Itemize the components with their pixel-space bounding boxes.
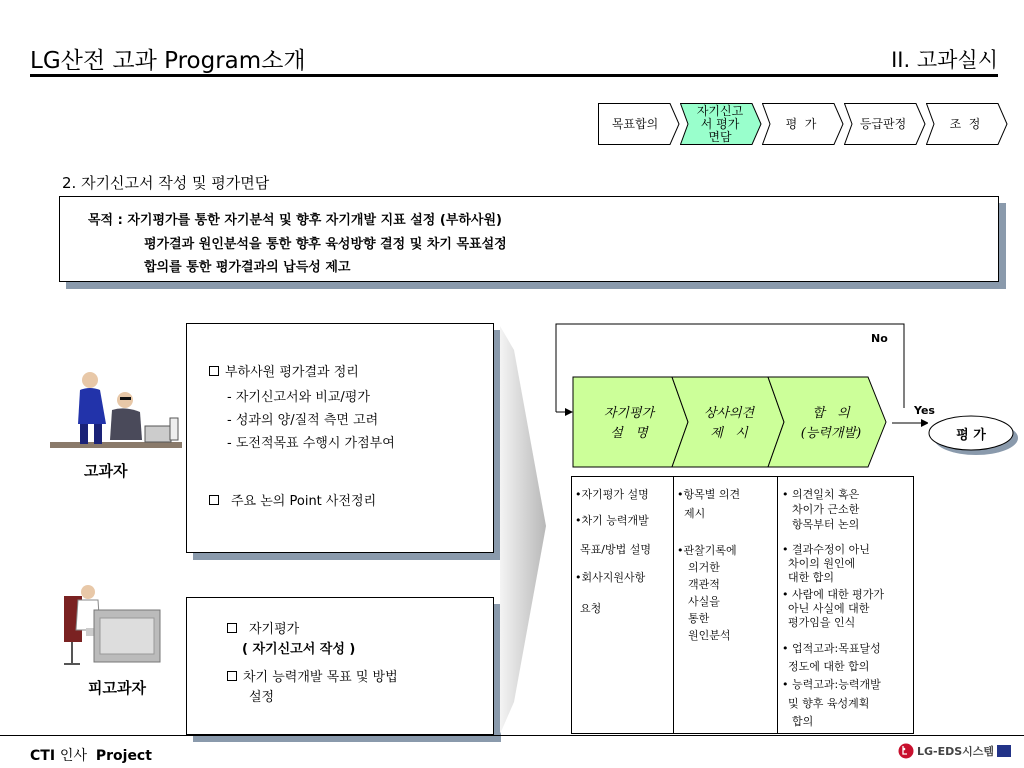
evaluator-sub-1: - 자기신고서와 비교/평가 — [227, 390, 370, 405]
company-logo: LG-EDS시스템 — [898, 743, 1011, 759]
page-title: LG산전 고과 Program소개 — [30, 48, 306, 74]
checkbox-icon — [227, 671, 237, 681]
table-cell: 정도에 대한 합의 — [788, 660, 870, 673]
evaluator-sub-2: - 성과의 양/질적 측면 고려 — [227, 413, 379, 428]
section-title: II. 고과실시 — [891, 48, 998, 72]
detail-table — [571, 476, 914, 734]
table-cell: 대한 합의 — [788, 571, 835, 584]
step-evaluation[interactable] — [762, 103, 844, 145]
step-adjustment[interactable] — [926, 103, 1008, 145]
table-cell: 평가임을 인식 — [788, 616, 856, 629]
step-label: 평 가 — [785, 116, 817, 131]
step-label: 등급판정 — [859, 116, 907, 131]
table-cell: •차기 능력개발 — [575, 514, 649, 527]
checkbox-icon — [209, 366, 219, 376]
table-cell: 목표/방법 설명 — [580, 543, 651, 556]
evaluatee-item-2: 차기 능력개발 목표 및 방법 — [227, 666, 398, 685]
no-label: No — [871, 332, 888, 345]
step-label: 조 정 — [949, 116, 981, 131]
eds-logo-icon — [997, 745, 1011, 757]
table-cell: • 능력고과:능력개발 — [782, 678, 881, 691]
step-goal-agreement[interactable] — [598, 103, 680, 145]
purpose-line-2: 평가결과 원인분석을 통한 향후 육성방향 결정 및 차기 목표설정 — [144, 237, 507, 252]
purpose-line-1: 목적 : 자기평가를 통한 자기분석 및 향후 자기개발 지표 설정 (부하사원) — [88, 213, 502, 228]
yes-label: Yes — [914, 404, 935, 417]
big-right-arrow-icon — [500, 326, 550, 734]
evaluator-illustration — [50, 368, 182, 452]
table-cell: •관찰기록에 — [677, 544, 737, 557]
step-label: 자기신고서 평가면담 — [696, 103, 744, 144]
table-column-3 — [778, 477, 915, 733]
purpose-box — [59, 196, 999, 282]
lg-logo-icon — [898, 743, 914, 759]
table-cell: 의거한 — [688, 561, 720, 574]
purpose-line-3: 합의를 통한 평가결과의 납득성 제고 — [144, 260, 351, 275]
evaluatee-label: 피고과자 — [88, 679, 146, 697]
evaluatee-item-1b: ( 자기신고서 작성 ) — [242, 642, 356, 657]
table-column-1 — [572, 477, 674, 733]
result-evaluation-oval — [926, 414, 1020, 458]
checkbox-icon — [209, 495, 219, 505]
evaluator-box — [186, 323, 494, 553]
table-cell: 및 향후 육성계획 — [788, 697, 870, 710]
footer-project: CTI 인사 Project — [30, 748, 152, 764]
table-cell: 요청 — [580, 602, 602, 615]
evaluator-label: 고과자 — [84, 462, 128, 480]
table-cell: 통한 — [688, 612, 710, 625]
node-agreement: 합 의 (능력개발) — [800, 406, 862, 441]
table-column-2 — [674, 477, 778, 733]
table-cell: 객관적 — [688, 578, 720, 591]
evaluatee-item-2b: 설정 — [249, 690, 275, 705]
table-cell: 사실을 — [688, 595, 720, 608]
evaluator-item-2: 주요 논의 Point 사전정리 — [209, 490, 376, 509]
node-manager-opinion: 상사의견 제 시 — [703, 406, 755, 441]
step-self-report-interview[interactable] — [680, 103, 762, 145]
result-label: 평 가 — [956, 428, 986, 443]
table-cell: 원인분석 — [688, 629, 731, 642]
table-cell: • 사람에 대한 평가가 — [782, 588, 884, 601]
table-cell: 제시 — [684, 507, 706, 520]
table-cell: • 업적고과:목표달성 — [782, 642, 881, 655]
evaluatee-item-1: 자기평가 — [227, 618, 299, 637]
table-cell: 항목부터 논의 — [792, 518, 860, 531]
table-cell: •항목별 의견 — [677, 488, 741, 501]
table-cell: 차이의 원인에 — [788, 557, 856, 570]
table-cell: 아닌 사실에 대한 — [788, 602, 870, 615]
footer-divider — [0, 735, 1024, 736]
evaluator-sub-3: - 도전적목표 수행시 가점부여 — [227, 436, 395, 451]
step-label: 목표합의 — [611, 116, 659, 131]
node-self-evaluation: 자기평가 설 명 — [603, 406, 655, 441]
section-subtitle: 2. 자기신고서 작성 및 평가면담 — [62, 174, 270, 192]
header-divider — [30, 74, 998, 77]
table-cell: •회사지원사항 — [575, 571, 646, 584]
evaluatee-illustration — [60, 582, 164, 672]
table-cell: •자기평가 설명 — [575, 488, 649, 501]
table-cell: • 의견일치 혹은 — [782, 488, 860, 501]
step-grading[interactable] — [844, 103, 926, 145]
evaluatee-box — [186, 597, 494, 735]
checkbox-icon — [227, 623, 237, 633]
table-cell: 합의 — [792, 715, 814, 728]
evaluator-item-1: 부하사원 평가결과 정리 — [209, 361, 359, 380]
table-cell: 차이가 근소한 — [792, 503, 860, 516]
table-cell: • 결과수정이 아닌 — [782, 543, 870, 556]
